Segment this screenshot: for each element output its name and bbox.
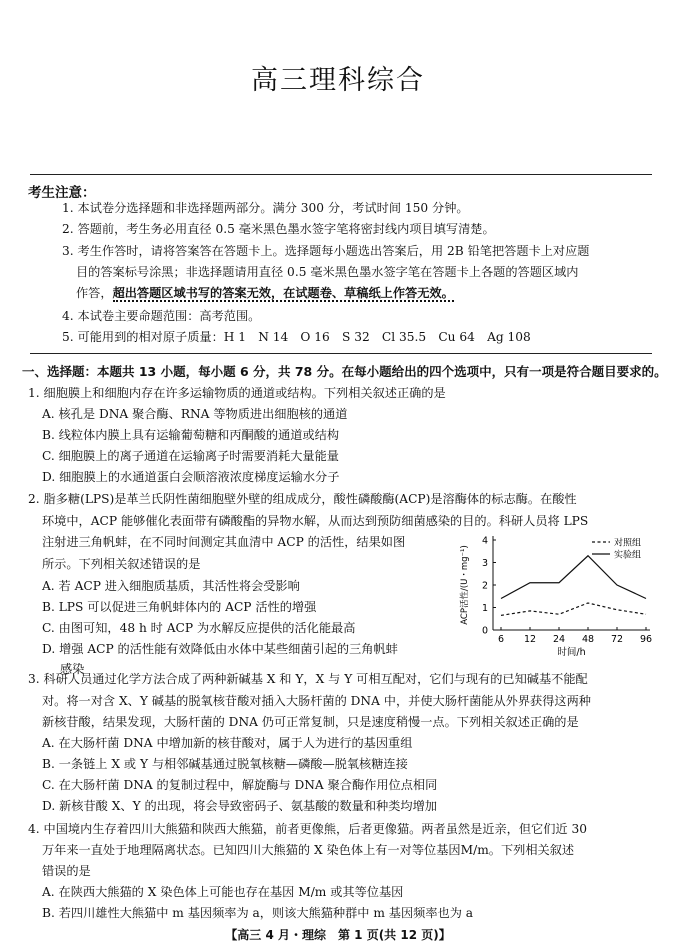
option: A. 在陕西大熊猫的 X 染色体上可能也存在基因 M/m 或其等位基因 xyxy=(42,885,404,899)
question-stem-line: 环境中，ACP 能够催化表面带有磷酸酯的异物水解，从而达到预防细菌感染的目的。科研人员将 LPS xyxy=(42,514,589,528)
notice-heading: 考生注意： xyxy=(28,185,96,201)
legend-label: 对照组 xyxy=(614,538,642,549)
section-title: 一、选择题：本题共 13 小题，每小题 6 分，共 78 分。在每小题给出的四个选项中，只有一项是符合题目要求的。 xyxy=(22,364,667,379)
option: B. 若四川雄性大熊猫中 m 基因频率为 a，则该大熊猫种群中 m 基因频率也为 a xyxy=(42,906,474,920)
y-tick-label: 3 xyxy=(481,558,488,569)
x-axis-label: 时间/h xyxy=(557,647,586,658)
question-stem: 4. 中国境内生存着四川大熊猫和陕西大熊猫，前者更像熊，后者更像猫。两者虽然是近亲，但它们近 30 xyxy=(28,822,587,836)
x-tick-label: 12 xyxy=(523,634,537,645)
notice-item-last-line xyxy=(76,284,454,303)
notice-item: 2. 答题前，考生务必用直径 0.5 毫米黑色墨水签字笔将密封线内项目填写清楚。 xyxy=(62,222,495,236)
question-stem-line: 新核苷酸，结果发现，大肠杆菌的 DNA 仍可正常复制，只是速度稍慢一点。下列相关叙述正确的是 xyxy=(42,715,579,729)
notice-item: 目的答案标号涂黑；非选择题请用直径 0.5 毫米黑色墨水签字笔在答题卡上各题的答题区域内 xyxy=(76,265,579,279)
question-stem: 1. 细胞膜上和细胞内存在许多运输物质的通道或结构。下列相关叙述正确的是 xyxy=(28,386,446,400)
series-line-2 xyxy=(501,556,646,599)
notice-divider xyxy=(30,353,652,354)
x-tick-label: 48 xyxy=(581,634,595,645)
x-tick-label: 96 xyxy=(639,634,653,645)
option: A. 若 ACP 进入细胞质基质，其活性将会受影响 xyxy=(42,579,300,593)
option: D. 新核苷酸 X、Y 的出现，将会导致密码子、氨基酸的数量和种类均增加 xyxy=(42,799,437,813)
notice-item: 3. 考生作答时，请将答案答在答题卡上。选择题每小题选出答案后，用 2B 铅笔把答题卡上对应题 xyxy=(62,244,590,258)
notice-item: 5. 可能用到的相对原子质量：H 1 N 14 O 16 S 32 Cl 35.5 Cu 64 Ag 108 xyxy=(62,330,531,344)
question-stem-line: 所示。下列相关叙述错误的是 xyxy=(42,557,201,571)
y-tick-label: 1 xyxy=(481,603,488,614)
question-stem-line: 错误的是 xyxy=(42,864,91,878)
option: D. 增强 ACP 的活性能有效降低由水体中某些细菌引起的三角帆蚌 xyxy=(42,642,398,656)
top-divider xyxy=(30,174,652,175)
x-tick-label: 72 xyxy=(610,634,624,645)
option: B. 线粒体内膜上具有运输葡萄糖和丙酮酸的通道或结构 xyxy=(42,428,340,442)
option: A. 在大肠杆菌 DNA 中增加新的核苷酸对，属于人为进行的基因重组 xyxy=(42,736,413,750)
notice-emphasis: 超出答题区域书写的答案无效，在试题卷、草稿纸上作答无效。 xyxy=(112,286,454,300)
y-axis-label: ACP活性/(U・mg⁻¹) xyxy=(460,545,470,625)
option: B. 一条链上 X 或 Y 与相邻碱基通过脱氧核糖—磷酸—脱氧核糖连接 xyxy=(42,757,408,771)
notice-item: 1. 本试卷分选择题和非选择题两部分。满分 300 分，考试时间 150 分钟。 xyxy=(62,201,469,215)
x-tick-label: 24 xyxy=(552,634,566,645)
y-tick-label: 0 xyxy=(481,625,488,637)
option: D. 细胞膜上的水通道蛋白会顺溶液浓度梯度运输水分子 xyxy=(42,470,340,484)
question-stem: 2. 脂多糖(LPS)是革兰氏阴性菌细胞壁外壁的组成成分，酸性磷酸酶(ACP)是溶酶体的标志酶。在酸性 xyxy=(28,492,577,506)
option: C. 由图可知，48 h 时 ACP 为水解反应提供的活化能最高 xyxy=(42,621,356,635)
question-stem-line: 对。将一对含 X、Y 碱基的脱氧核苷酸对插入大肠杆菌的 DNA 中，并使大肠杆菌能从外界获得这两种 xyxy=(42,694,591,708)
page-title: 高三理科综合 xyxy=(251,65,425,96)
y-tick-label: 2 xyxy=(481,580,488,592)
notice-item: 4. 本试卷主要命题范围：高考范围。 xyxy=(62,309,261,323)
series-line-1 xyxy=(501,603,646,615)
page-footer: 【高三 4 月・理综 第 1 页(共 12 页)】 xyxy=(225,928,451,942)
option: C. 细胞膜上的离子通道在运输离子时需要消耗大量能量 xyxy=(42,449,339,463)
question-stem-line: 注射进三角帆蚌，在不同时间测定其血清中 ACP 的活性，结果如图 xyxy=(42,535,406,549)
question-stem: 3. 科研人员通过化学方法合成了两种新碱基 X 和 Y，X 与 Y 可相互配对，它们与现有的已知碱基不能配 xyxy=(28,672,588,686)
option: A. 核孔是 DNA 聚合酶、RNA 等物质进出细胞核的通道 xyxy=(42,407,348,421)
x-tick-label: 6 xyxy=(497,634,505,645)
y-tick-label: 4 xyxy=(481,535,488,547)
option: C. 在大肠杆菌 DNA 的复制过程中，解旋酶与 DNA 聚合酶作用位点相同 xyxy=(42,778,438,792)
option-continuation: 感染 xyxy=(60,662,85,676)
notice-text: 作答， xyxy=(76,286,113,300)
acp-activity-chart xyxy=(455,530,660,660)
legend-label: 实验组 xyxy=(614,550,642,561)
option: B. LPS 可以促进三角帆蚌体内的 ACP 活性的增强 xyxy=(42,600,317,614)
question-stem-line: 万年来一直处于地理隔离状态。已知四川大熊猫的 X 染色体上有一对等位基因M/m。下列相关叙述 xyxy=(42,843,575,857)
